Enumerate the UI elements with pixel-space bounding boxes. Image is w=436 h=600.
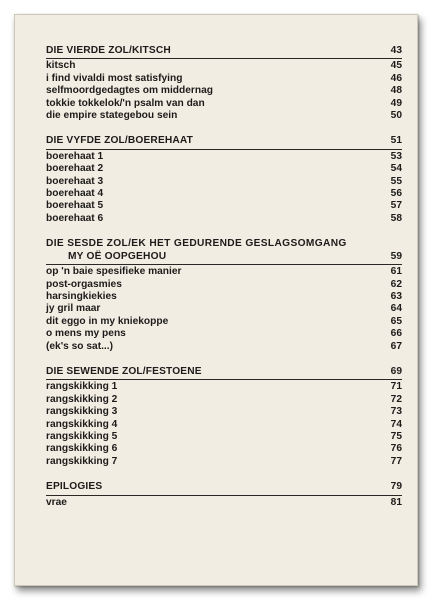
entry-page: 63 <box>390 290 402 302</box>
toc-section-sewende-zol <box>46 366 402 468</box>
entry-page: 65 <box>390 315 402 327</box>
toc-entry <box>46 381 402 393</box>
entry-title: rangskikking 5 <box>46 430 118 442</box>
section-heading-page: 43 <box>390 45 402 56</box>
toc-entry <box>46 341 402 353</box>
entry-title: op 'n baie spesifieke manier <box>46 266 182 278</box>
entry-title: (ek's so sat...) <box>46 340 113 352</box>
entry-title: rangskikking 4 <box>46 418 118 430</box>
entry-title: boerehaat 1 <box>46 150 104 162</box>
entry-title: boerehaat 5 <box>46 200 104 212</box>
entry-title: rangskikking 2 <box>46 393 118 405</box>
toc-section-epilogies <box>46 481 402 509</box>
entry-title: boerehaat 3 <box>46 175 104 187</box>
entry-title: boerehaat 2 <box>46 163 104 175</box>
toc-entry <box>46 176 402 188</box>
toc-entry <box>46 328 402 340</box>
entry-title: tokkie tokkelok/'n psalm van dan <box>46 97 205 109</box>
section-heading <box>46 366 402 380</box>
toc-entry <box>46 419 402 431</box>
entry-page: 46 <box>390 72 402 84</box>
toc-section-vierde-zol <box>46 45 402 122</box>
entry-page: 54 <box>390 163 402 175</box>
entry-page: 66 <box>390 328 402 340</box>
section-heading <box>46 45 402 59</box>
entry-page: 57 <box>390 200 402 212</box>
toc-entry <box>46 303 402 315</box>
entry-title: rangskikking 6 <box>46 443 118 455</box>
entry-page: 62 <box>390 278 402 290</box>
entry-title: jy gril maar <box>46 303 101 315</box>
section-heading-title-line2: MY OË OOPGEHOU <box>68 250 167 262</box>
toc-entry <box>46 110 402 122</box>
toc-entry <box>46 266 402 278</box>
entry-title: rangskikking 1 <box>46 381 118 393</box>
section-heading-title: DIE VIERDE ZOL/KITSCH <box>46 45 171 56</box>
entry-page: 55 <box>390 175 402 187</box>
entry-page: 64 <box>390 303 402 315</box>
toc-entry <box>46 279 402 291</box>
toc-entry <box>46 151 402 163</box>
entry-page: 77 <box>390 455 402 467</box>
entry-title: vrae <box>46 496 67 508</box>
entry-title: harsingkiekies <box>46 290 117 302</box>
toc-entry <box>46 85 402 97</box>
section-heading <box>46 481 402 495</box>
toc-entry <box>46 200 402 212</box>
entry-title: boerehaat 6 <box>46 212 104 224</box>
toc-entry <box>46 291 402 303</box>
entry-page: 75 <box>390 430 402 442</box>
entry-title: post-orgasmies <box>46 278 122 290</box>
entry-page: 76 <box>390 443 402 455</box>
section-heading-page: 59 <box>390 250 402 262</box>
toc-entry <box>46 188 402 200</box>
entry-page: 56 <box>390 188 402 200</box>
entry-page: 72 <box>390 393 402 405</box>
entry-page: 53 <box>390 150 402 162</box>
section-heading-title: DIE VYFDE ZOL/BOEREHAAT <box>46 135 194 147</box>
entry-page: 81 <box>390 496 402 508</box>
toc-entry <box>46 316 402 328</box>
section-heading-page: 51 <box>390 135 402 147</box>
entry-page: 48 <box>390 85 402 97</box>
entry-page: 49 <box>390 97 402 109</box>
toc-entry <box>46 163 402 175</box>
entry-title: die empire stategebou sein <box>46 110 178 122</box>
section-heading <box>46 238 402 265</box>
entry-title: o mens my pens <box>46 328 126 340</box>
section-heading-title: EPILOGIES <box>46 481 103 493</box>
toc-entry <box>46 497 402 509</box>
section-heading-page: 69 <box>390 365 402 377</box>
section-heading-page: 79 <box>390 481 402 493</box>
book-page <box>14 14 418 586</box>
toc-entry <box>46 73 402 85</box>
toc-entry <box>46 394 402 406</box>
section-heading-title-line1: DIE SESDE ZOL/EK HET GEDURENDE GESLAGSOMGANG <box>46 238 347 250</box>
table-of-contents <box>46 45 402 522</box>
entry-title: dit eggo in my kniekoppe <box>46 315 169 327</box>
toc-entry <box>46 443 402 455</box>
entry-title: boerehaat 4 <box>46 188 104 200</box>
entry-title: i find vivaldi most satisfying <box>46 72 183 84</box>
toc-entry <box>46 60 402 72</box>
entry-page: 58 <box>390 212 402 224</box>
entry-page: 67 <box>390 340 402 352</box>
section-heading <box>46 135 402 149</box>
entry-page: 50 <box>390 110 402 122</box>
section-heading-title: DIE SEWENDE ZOL/FESTOENE <box>46 365 202 377</box>
entry-page: 71 <box>390 381 402 393</box>
entry-title: kitsch <box>46 60 76 72</box>
toc-entry <box>46 431 402 443</box>
toc-entry <box>46 406 402 418</box>
toc-entry <box>46 213 402 225</box>
toc-section-vyfde-zol <box>46 135 402 225</box>
toc-section-sesde-zol <box>46 238 402 353</box>
toc-entry <box>46 98 402 110</box>
entry-page: 74 <box>390 418 402 430</box>
entry-page: 73 <box>390 406 402 418</box>
toc-entry <box>46 456 402 468</box>
entry-title: selfmoordgedagtes om middernag <box>46 85 213 97</box>
entry-page: 61 <box>390 266 402 278</box>
entry-title: rangskikking 3 <box>46 406 118 418</box>
entry-page: 45 <box>390 60 402 72</box>
entry-title: rangskikking 7 <box>46 455 118 467</box>
